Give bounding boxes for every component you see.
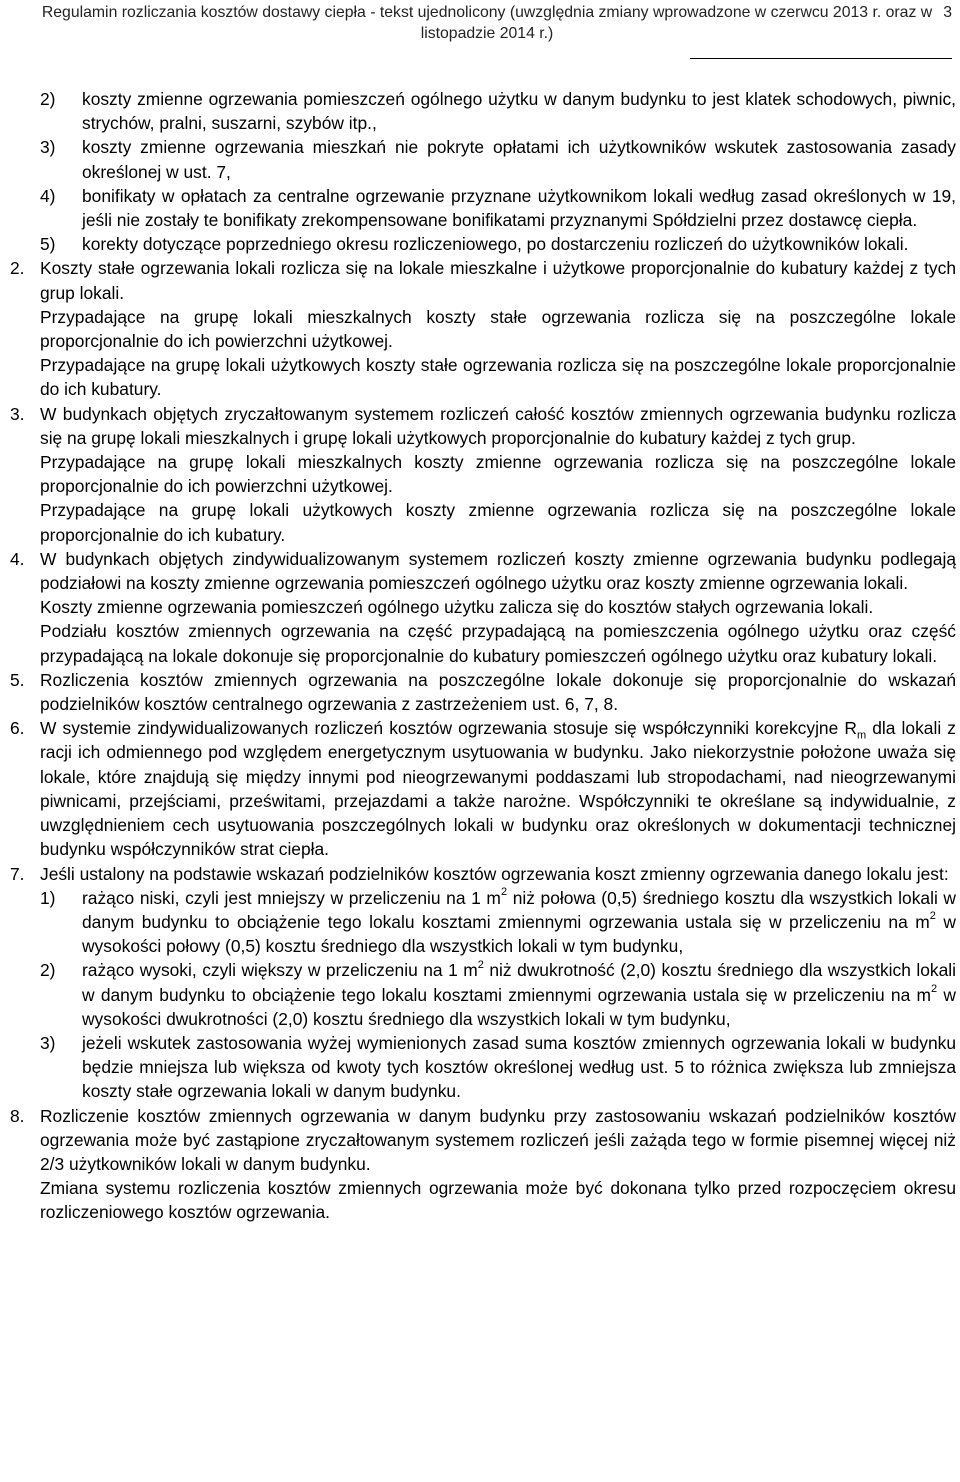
list-item bbox=[10, 184, 956, 232]
item-number: 2) bbox=[40, 960, 56, 981]
page-header bbox=[22, 2, 952, 44]
section-3 bbox=[10, 402, 956, 450]
paragraph: Koszty zmienne ogrzewania pomieszczeń ogólnego użytku zalicza się do kosztów stałych ogrzewania lokali. bbox=[40, 597, 874, 618]
item-text: niż połowa (0,5) średniego kosztu dla wszystkich lokali w danym budynku to obciążenie tego lokalu kosztami zmiennymi ogrzewania ustala się w przeliczeniu na m bbox=[82, 887, 956, 932]
paragraph: Podziału kosztów zmiennych ogrzewania na część przypadającą na pomieszczenia ogólnego użytku oraz część przypadającą na lokale dokonuje się proporcjonalnie do kubatury pomieszczeń ogólnego użytku oraz kubatury lokali. bbox=[40, 621, 956, 666]
item-number: 3) bbox=[40, 137, 56, 158]
item-number: 2) bbox=[40, 89, 56, 109]
list-item bbox=[10, 232, 956, 256]
section-text: W systemie zindywidualizowanych rozliczeń kosztów ogrzewania stosuje się współczynniki korekcyjne R bbox=[40, 718, 857, 739]
header-rule bbox=[690, 58, 952, 59]
paragraph: Przypadające na grupę lokali użytkowych koszty zmienne ogrzewania rozlicza się na poszczególne lokale proporcjonalnie do ich kubatury. bbox=[40, 500, 956, 545]
item-number: 1) bbox=[40, 887, 56, 908]
section-8 bbox=[10, 1104, 956, 1177]
item-text: koszty zmienne ogrzewania pomieszczeń ogólnego użytku w danym budynku to jest klatek schodowych, piwnic, strychów, pralni, suszarni, szybów itp., bbox=[82, 89, 956, 134]
section-text: Koszty stałe ogrzewania lokali rozlicza się na lokale mieszkalne i użytkowe proporcjonalnie do kubatury każdej z tych grup lokali. bbox=[40, 258, 956, 303]
item-text: bonifikaty w opłatach za centralne ogrzewanie przyznane użytkownikom lokali według zasad określonych w 19, jeśli nie zostały te bonifikaty zrekompensowane bonifikatami przyznanymi Spółdzielni przez dostawcę ciepła. bbox=[82, 185, 956, 231]
item-text: w wysokości połowy (0,5) kosztu średniego dla wszystkich lokali w tym budynku, bbox=[82, 911, 956, 957]
section-4 bbox=[10, 547, 956, 595]
header-title: Regulamin rozliczania kosztów dostawy ciepła - tekst ujednolicony (uwzględnia zmiany wprowadzone w czerwcu 2013 r. oraz w listopadzie 2014 r.) bbox=[41, 4, 933, 42]
page-number: 3 bbox=[943, 4, 952, 21]
paragraph: Zmiana systemu rozliczenia kosztów zmiennych ogrzewania może być dokonana tylko przed rozpoczęciem okresu rozliczeniowego kosztów ogrzewania. bbox=[40, 1178, 956, 1223]
section-5 bbox=[10, 668, 956, 716]
section-number: 8. bbox=[10, 1105, 25, 1126]
section-number: 6. bbox=[10, 718, 25, 739]
section-text: Rozliczenia kosztów zmiennych ogrzewania na poszczególne lokale dokonuje się proporcjonalnie do wskazań podzielników kosztów centralnego ogrzewania z zastrzeżeniem ust. 6, 7, 8. bbox=[40, 669, 956, 715]
section-text: Rozliczenie kosztów zmiennych ogrzewania w danym budynku przy zastosowaniu wskazań podzielników kosztów ogrzewania może być zastąpione zryczałtowanym systemem rozliczeń jeśli zażąda tego w formie pisemnej więcej niż 2/3 użytkowników lokali w danym budynku. bbox=[40, 1105, 956, 1174]
section-6 bbox=[10, 716, 956, 861]
list-item bbox=[10, 958, 956, 1031]
section-text: W budynkach objętych zryczałtowanym systemem rozliczeń całość kosztów zmiennych ogrzewania budynku rozlicza się na grupę lokali mieszkalnych i grupę lokali użytkowych proporcjonalnie do kubatury każdej z tych grup. bbox=[40, 403, 956, 448]
superscript: 2 bbox=[929, 910, 936, 923]
list-item bbox=[10, 135, 956, 183]
superscript: 2 bbox=[931, 982, 938, 995]
section-2 bbox=[10, 256, 956, 304]
list-item bbox=[10, 886, 956, 959]
paragraph: Przypadające na grupę lokali mieszkalnych koszty zmienne ogrzewania rozlicza się na poszczególne lokale proporcjonalnie do ich powierzchni użytkowej. bbox=[40, 452, 956, 497]
list-item bbox=[10, 87, 956, 135]
section-text: W budynkach objętych zindywidualizowanym systemem rozliczeń koszty zmienne ogrzewania budynku podlegają podziałowi na koszty zmienne ogrzewania pomieszczeń ogólnego użytku oraz koszty zmienne ogrzewania lokali. bbox=[40, 548, 956, 594]
item-number: 4) bbox=[40, 185, 56, 206]
item-text: jeżeli wskutek zastosowania wyżej wymienionych zasad suma kosztów zmiennych ogrzewania lokali w budynku będzie mniejsza lub większa od kwoty tych kosztów określonej według ust. 5 to różnica zwiększa lub zmniejsza koszty stałe ogrzewania lokali w danym budynku. bbox=[82, 1032, 956, 1102]
document-body bbox=[10, 87, 956, 1225]
list-item bbox=[10, 1031, 956, 1104]
section-number: 2. bbox=[10, 258, 25, 279]
item-number: 5) bbox=[40, 234, 56, 255]
superscript: 2 bbox=[500, 885, 508, 898]
paragraph: Przypadające na grupę lokali użytkowych koszty stałe ogrzewania rozlicza się na poszczególne lokale proporcjonalnie do ich kubatury. bbox=[40, 355, 956, 400]
paragraph: Przypadające na grupę lokali mieszkalnych koszty stałe ogrzewania rozlicza się na poszczególne lokale proporcjonalnie do ich powierzchni użytkowej. bbox=[40, 306, 956, 352]
section-7 bbox=[10, 862, 956, 886]
section-number: 3. bbox=[10, 403, 25, 424]
item-text: korekty dotyczące poprzedniego okresu rozliczeniowego, po dostarczeniu rozliczeń do użytkowników lokali. bbox=[82, 234, 909, 255]
item-text: rażąco wysoki, czyli większy w przeliczeniu na 1 m bbox=[82, 960, 478, 981]
section-text: Jeśli ustalony na podstawie wskazań podzielników kosztów ogrzewania koszt zmienny ogrzewania danego lokalu jest: bbox=[40, 863, 949, 884]
item-number: 3) bbox=[40, 1032, 56, 1053]
subscript: m bbox=[856, 729, 867, 742]
item-text: niż dwukrotność (2,0) kosztu średniego dla wszystkich lokali w danym budynku to obciążenie tego lokalu kosztami zmiennymi ogrzewania ustala się w przeliczeniu na m bbox=[82, 960, 956, 1005]
item-text: koszty zmienne ogrzewania mieszkań nie pokryte opłatami ich użytkowników wskutek zastosowania zasady określonej w ust. 7, bbox=[82, 137, 956, 182]
section-text: dla lokali z racji ich odmiennego pod względem energetycznym usytuowania w budynku. Jako niekorzystnie położone uważa się lokale, które znajdują się między innymi pod nieogrzewanymi poddaszami lub stropodachami, nad nieogrzewanymi piwnicami, przejściami, prześwitami, przejazdami a także narożne. Współczynniki te określane są indywidualnie, z uwzględnieniem cech usytuowania poszczególnych lokali w budynku oraz określonych w dokumentacji technicznej budynku współczynników strat ciepła. bbox=[40, 718, 956, 860]
item-text: w wysokości dwukrotności (2,0) kosztu średniego dla wszystkich lokali w tym budynku, bbox=[82, 984, 956, 1029]
item-text: rażąco niski, czyli jest mniejszy w przeliczeniu na 1 m bbox=[82, 887, 501, 908]
superscript: 2 bbox=[477, 958, 484, 971]
section-number: 5. bbox=[10, 669, 25, 690]
section-number: 4. bbox=[10, 548, 25, 569]
section-number: 7. bbox=[10, 863, 25, 884]
